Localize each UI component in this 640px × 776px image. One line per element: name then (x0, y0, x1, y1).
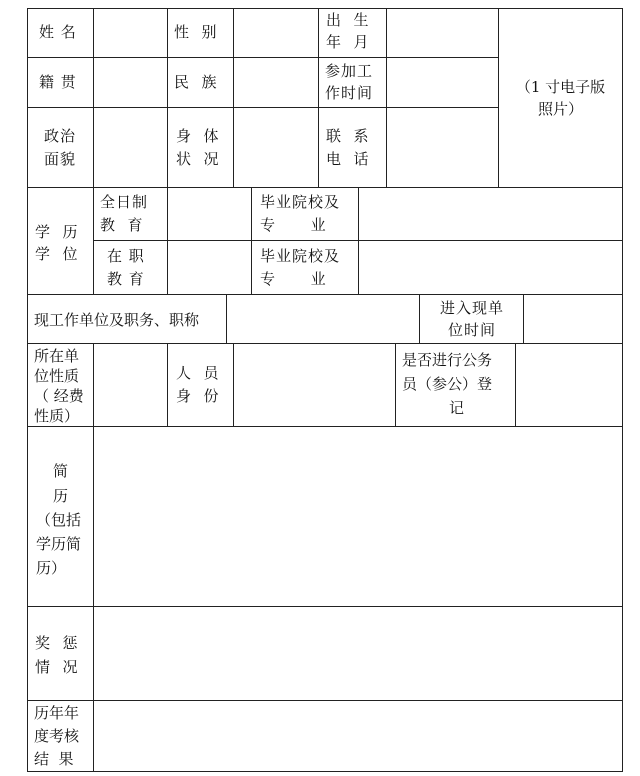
ethnicity-field[interactable] (234, 58, 317, 107)
health-label-line1: 身 体 (176, 127, 220, 145)
photo-caption-line2: 照片） (537, 100, 583, 118)
health-label-line2: 状 况 (176, 150, 220, 168)
fulltime-school-label-line1: 毕业院校及 (260, 193, 341, 211)
inservice-school-label-line2: 专 业 (260, 270, 327, 288)
resume-label-line2: 历 (53, 487, 70, 505)
work-start-label-line2: 作时间 (325, 84, 374, 102)
inservice-label-line1: 在 职 (107, 247, 145, 265)
col-line (27, 8, 28, 772)
row-line (27, 771, 623, 772)
inservice-degree-field[interactable] (168, 241, 250, 294)
inservice-school-field[interactable] (359, 241, 621, 294)
entry-time-field[interactable] (524, 295, 621, 343)
identity-label-line2: 身 份 (176, 387, 220, 405)
ethnicity-label: 民 族 (174, 73, 218, 91)
phone-field[interactable] (387, 108, 497, 187)
fulltime-degree-field[interactable] (168, 188, 250, 240)
unit-nature-label-line2: 位性质 (34, 367, 80, 385)
native-place-field[interactable] (94, 58, 166, 107)
col-line (318, 8, 319, 188)
birth-label-line2: 年 月 (326, 33, 370, 51)
native-place-label: 籍 贯 (39, 73, 77, 91)
entry-time-label-line2: 位时间 (448, 321, 497, 339)
current-unit-field[interactable] (227, 295, 418, 343)
phone-label-line2: 电 话 (326, 150, 370, 168)
gender-field[interactable] (234, 9, 317, 57)
inservice-school-label-line1: 毕业院校及 (260, 247, 341, 265)
civil-servant-label-line1: 是否进行公务 (402, 351, 493, 369)
awards-field[interactable] (94, 607, 621, 700)
current-unit-label: 现工作单位及职务、职称 (34, 311, 200, 329)
civil-servant-label-line2: 员（参公）登 (402, 375, 493, 393)
col-line (419, 294, 420, 344)
fulltime-label-line1: 全日制 (100, 193, 149, 211)
civil-servant-label-line3: 记 (449, 399, 466, 417)
name-field[interactable] (94, 9, 166, 57)
photo-placeholder[interactable] (499, 9, 622, 187)
assessment-field[interactable] (94, 701, 621, 771)
awards-label-line1: 奖 惩 (35, 634, 79, 652)
col-line (167, 343, 168, 427)
resume-label-line5: 历） (36, 559, 67, 577)
unit-nature-label-line1: 所在单 (34, 347, 80, 365)
entry-time-label-line1: 进入现单 (440, 299, 505, 317)
work-start-field[interactable] (387, 58, 497, 107)
unit-nature-field[interactable] (94, 344, 166, 426)
civil-servant-field[interactable] (516, 344, 621, 426)
assessment-label-line2: 度考核 (34, 727, 80, 745)
education-label-line1: 学 历 (35, 223, 79, 241)
unit-nature-label-line4: 性质） (34, 407, 80, 425)
phone-label-line1: 联 系 (326, 127, 370, 145)
identity-field[interactable] (234, 344, 394, 426)
birth-label-line1: 出 生 (326, 11, 370, 29)
resume-field[interactable] (94, 427, 621, 606)
gender-label: 性 别 (174, 23, 218, 41)
political-status-field[interactable] (94, 108, 166, 187)
inservice-label-line2: 教 育 (107, 270, 145, 288)
col-line (167, 8, 168, 188)
fulltime-school-field[interactable] (359, 188, 621, 240)
col-line (251, 187, 252, 295)
fulltime-school-label-line2: 专 业 (260, 216, 327, 234)
resume-label-line1: 简 (53, 462, 70, 480)
col-line (622, 8, 623, 772)
political-label-line1: 政治 (44, 127, 77, 145)
education-label-line2: 学 位 (35, 245, 79, 263)
unit-nature-label-line3: （ 经费 (34, 387, 84, 405)
assessment-label-line3: 结 果 (34, 750, 74, 768)
assessment-label-line1: 历年年 (34, 704, 80, 722)
resume-label-line4: 学历简 (36, 535, 82, 553)
fulltime-label-line2: 教 育 (100, 216, 144, 234)
identity-label-line1: 人 员 (176, 364, 220, 382)
birth-date-field[interactable] (387, 9, 497, 57)
resume-label-line3: （包括 (36, 511, 82, 529)
political-label-line2: 面貌 (44, 150, 77, 168)
awards-label-line2: 情 况 (35, 658, 79, 676)
name-label: 姓 名 (39, 23, 77, 41)
photo-caption-line1: （1 寸电子版 (515, 78, 606, 96)
health-field[interactable] (234, 108, 317, 187)
col-line (93, 187, 94, 295)
col-line (395, 343, 396, 427)
work-start-label-line1: 参加工 (325, 62, 374, 80)
